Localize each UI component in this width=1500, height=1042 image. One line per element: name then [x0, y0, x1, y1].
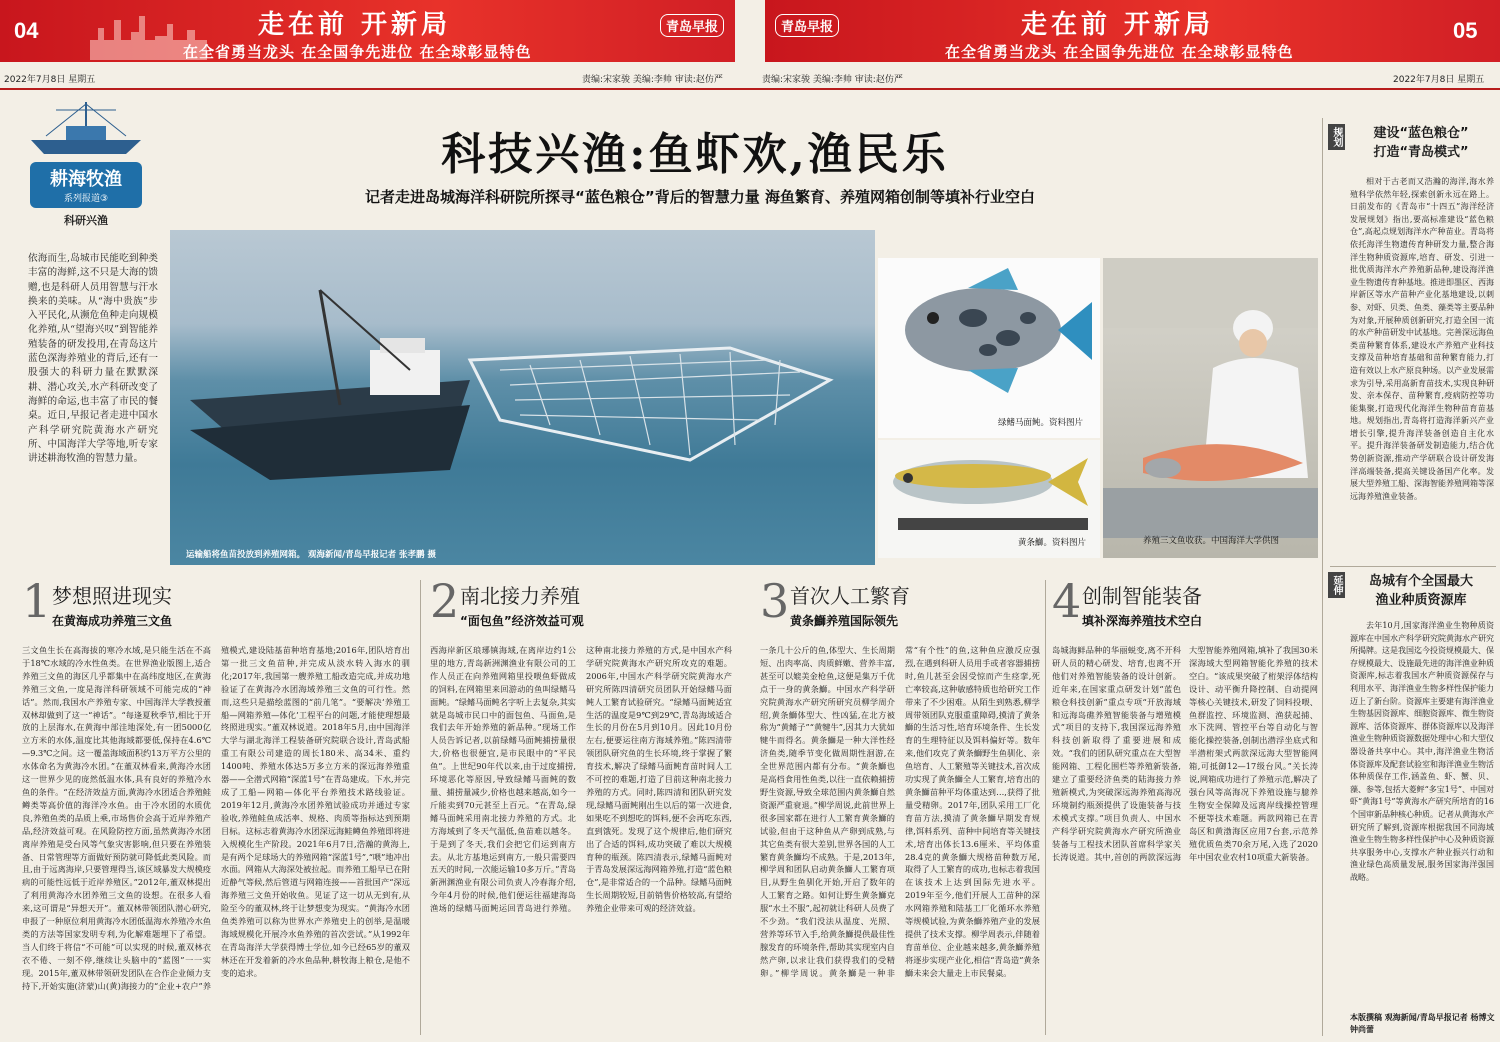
right-page-banner: [765, 0, 1500, 62]
header-rule: [0, 88, 1500, 90]
intro-text: 依海而生,岛城市民能吃到种类丰富的海鲜,这不只是大海的馈赠,也是科研人员用智慧与汗水换来的美味。从“海中贵族”步入平民化,从濒危鱼种走向规模化养殖,从“望海兴叹”到智能养殖装备的研发投用,在青岛这片蓝色深海养殖业的背后,还有一股强大的科研力量在默默深耕、潜心攻关,水产科研改变了海鲜的命运,也丰富了市民的餐桌。近日,早报记者走进中国水产科学研究院黄海水产研究所、中国海洋大学等地,听专家讲述耕海牧渔的智慧力量。: [28, 253, 158, 465]
kicker: 科研兴渔: [64, 214, 108, 227]
salmon-caption: 养殖三文鱼收获。中国海洋大学供图: [1143, 536, 1280, 546]
column-divider: [1045, 580, 1046, 1035]
lab-scene-graphic: [1103, 258, 1318, 538]
section-subtitle: “面包鱼”经济效益可观: [460, 614, 584, 628]
sidebar-2-label: 延伸: [1328, 572, 1345, 598]
photo-yellowtail: [878, 440, 1100, 558]
yellowtail-graphic: [878, 440, 1100, 545]
newspaper-logo: 青岛早报: [660, 14, 724, 37]
banner-title: 走在前 开新局: [1021, 10, 1215, 40]
newspaper-logo: 青岛早报: [775, 14, 839, 37]
sidebar-divider: [1330, 566, 1496, 567]
page-number: 05: [1453, 18, 1478, 43]
section-1-body: 三文鱼生长在高海拔的寒冷水域,是只能生活在不高于18℃水域的冷水性鱼类。在世界渔业版图上,适合养殖三文鱼的海区几乎都集中在高纬度地区,在黄海养殖三文鱼,一度是海洋科研领域不可能完成的“神话”。然而,我国水产养殖专家、中国海洋大学教授董双林却做到了这一“神话”。“每逢夏秋季节,相比于开放的上层海水,在黄海中部洼地深处,有一团5000亿立方米的水体,温度比其他海域都要低,保持在4.6℃—9.3℃之间。这一覆盖海域面积约13万平方公里的水体命名为黄海冷水团。”在董双林看来,黄海冷水团这一世界少见的庞然低温水体,具有良好的养殖冷水鱼的条件。“在经济效益方面,黄海冷水团适合养殖鲑鳟类等高价值的海洋冷水鱼。由于冷水团的水质优良,养殖鱼类的品质上乘,市场售价会高于近岸养殖产品,经济效益可观。在风险防控方面,虽然黄海冷水团离岸养殖是受台风等气象灾害影响,但只要在养殖装备、日常管理等方面做好预防就可降低此类风险。而且,由于远离海岸,只要管理得当,该区域暴发大规模疫病的可能性远低于近岸养殖区。”2012年,董双林提出了利用黄海冷水团养殖三文鱼的设想。在很多人看来,这可谓是“异想天开”。董双林带领团队潜心研究,申报了一种原位利用黄海冷水团低温海水养殖冷水鱼类的方法等国家发明专利,为化解难题埋下了希望。当人们终于将信“不可能”可以实现的时候,董双林衣衣不倦、一刻不停,继续让头脑中的“蓝图”一一实现。2015年,董双林带领研发团队在合作企业倾力支持下,开始实施(济蒙)山(黄)海接力的“企业+农户”养殖模式,建设陆基苗种培育基地;2016年,团队培育出第一批三文鱼苗种,并完成从淡水转入海水的驯化;2017年,我国第一艘养殖工船改造完成,并成功地验证了在黄海冷水团海域养殖三文鱼的可行性。然而,这些只是描绘蓝图的“前几笔”。“要解决‘养殖工船—网箱养殖—体化’工程平台的问题,才能使理想最终照进现实。”董双林说道。2018年5月,由中国海洋大学与湖北海洋工程装备研究院联合设计,青岛武船重工有限公司建造的周长180米、高34米、重约1400吨、养殖水体达5万多立方米的深远海养殖重器——全潜式网箱“深蓝1号”在青岛建成。下水,并完成了工船—网箱—体化平台养殖技术路线验证。2019年12月,黄海冷水团养殖试验成功并通过专家验收,养殖鲑鱼成活率、规格、肉质等指标达到预期目标。这标志着黄海冷水团深远海鲑鳟鱼养殖即将进入规模化生产阶段。2021年6月7日,浩瀚的黄海上,是有两个足球场大的养殖网箱“深蓝1号”,“喂”地冲出水面。网箱从大海深处被拉起。而养殖工船早已在附近静气等候,然后管道与网箱连接——首批国产“深远海养殖三文鱼开始收鱼。见证了这一切从无到有,从险至今的董双林,终于让梦想变为现实。“黄海冷水团鱼类养殖可以称为世界水产养殖史上的创举,是温暖海域规模化开展冷水鱼养殖的首次尝试。”从1992年在青岛海洋大学获得博士学位,如今已经65岁的董双林还在开发着新的冷水鱼品种,耕牧海上粮仓,是他不变的追求。: [22, 645, 410, 991]
subheadline: 记者走进岛城海洋科研院所探寻“蓝色粮仓”背后的智慧力量 海鱼繁育、养殖网箱创制等填补行业空白: [365, 188, 1035, 206]
credit-line: 本版撰稿 观海新闻/青岛早报记者 杨博文 钟尚蕾: [1350, 1013, 1495, 1034]
section-number: 1: [22, 574, 52, 628]
headline: 科技兴渔:鱼虾欢,渔民乐: [441, 129, 949, 180]
section-title: 南北接力养殖: [460, 584, 580, 608]
filefish-caption: 绿鳍马面鲀。资料图片: [998, 418, 1084, 428]
sidebar-1-title-line2: 打造“青岛模式”: [1373, 145, 1469, 160]
sidebar-2-title-line1: 岛城有个全国最大: [1368, 574, 1473, 589]
sidebar-1-title-line1: 建设“蓝色粮仓”: [1373, 126, 1469, 141]
section-2-body: 西海岸新区琅琊镇海域,在离岸边约1公里的地方,青岛新洲渊渔业有限公司的工作人员正在向养殖网箱里投喂鱼虾做成的饲料,在网箱里来回游动的鱼叫绿鳍马面鲀。“绿鳍马面鲀名字听上去复杂,其实就是岛城市民口中的面包鱼、马面鱼,是我们去年开始养殖的新品种。”现场工作人员告诉记者,以前绿鳍马面鲀捕捞量很大,价格也很便宜,是市民眼中的“平民鱼”。上世纪90年代以来,由于过度捕捞,环境恶化等原因,导致绿鳍马面鲀的数量、捕捞量减少,价格也越来越高,如今一斤能卖到70元甚至上百元。“在青岛,绿鳍马面鲀采用南北接力养殖的方式。北方海域到了冬天气温低,鱼苗难以越冬。于是到了冬天,我们会把它们运到南方去。从北方基地运到南方,一般只需要四五天的时间,一次能运输10多万斤。”青岛新洲渊渔业有限公司负责人冷春海介绍,今年4月份的时候,他们便运往福建海岛渔场的绿鳍马面鲀运回青岛进行养殖。这种南北接力养殖的方式,是中国水产科学研究院黄海水产研究所攻克的难题。2006年,中国水产科学研究院黄海水产研究所陈四清研究员团队开始绿鳍马面鲀人工繁育试验研究。“绿鳍马面鲀适宜生活的温度是9℃到29℃,青岛海域适合生长的月份在5月到10月。因此10月份左右,便要运往南方海域养殖。”陈四清带领团队研究鱼的生长环境,终于掌握了繁育技术,解决了绿鳍马面鲀育苗时间人工不可控的难题,打造了目前这种南北接力养殖的方式。同时,陈四清和团队研究发现,绿鳍马面鲀刚出生以后的第一次进食,如果吃不到想吃的饵料,便不会再吃东西,直到饿死。发现了这个规律后,他们研究出了合适的饵料,成功突破了难以大规模育种的瓶颈。陈四清表示,绿鳍马面鲀对于青岛发展深远海网箱养殖,打造“蓝色粮仓”,是非常适合的一个品种。绿鳍马面鲀生长周期较短,目前销售价格较高,有望给养殖企业带来可观的经济效益。: [430, 645, 732, 914]
photo-filefish: [878, 258, 1100, 438]
series-tag-title: 耕海牧渔: [50, 169, 122, 190]
section-3-body: 一条几十公斤的鱼,体型大、生长周期短、出肉率高、肉质鲜嫩、营养丰富,甚至可以媲美金枪鱼,这便是集万千优点于一身的黄条鰤。中国水产科学研究院黄海水产研究所研究员柳学周介绍,黄条鰤体型大、性凶猛,在北方被称为“黄鳍子”“黄犍牛”,因其力大犹如犍牛而得名。黄条鰤是一种大洋性经济鱼类,随季节变化做周期性洄游,在全世界范围内都有分布。“黄条鰤也是高档食用性鱼类,以往一直依赖捕捞野生资源,导致全球范围内黄条鰤自然资源严重衰退。”柳学周说,此前世界上很多国家都在进行人工繁育黄条鰤的试验,但由于这种鱼从产卵到成熟,与其它鱼类有很大差别,世界各国的人工繁育黄条鰤均不成熟。于是,2013年,柳学周和团队启动黄条鰤人工繁育项目,从野生鱼驯化开始,开启了数年的人工繁育之路。如何让野生黄条鰤克服“水土不服”,起初就让科研人员费了不少劲。“我们没法从温度、光照、营养等环节入手,给黄条鰤提供最佳性腺发育的环境条件,帮助其实现室内自然产卵,以求让我们获得我们的受精卵。”柳学周说。黄条鰤是一种非常“有个性”的鱼,这种鱼应激反应强烈,在遇到科研人员用手或者容器捕捞时,鱼儿甚至会因受惊而产生痉挛,死亡率较高,这种敏感特质也给研究工作带来了不少困难。从陌生到熟悉,柳学周带领团队克服重重障碍,摸清了黄条鰤的生活习性,培育环境条件、生长发育的生理特征以及饵料偏好等。数年来,他们攻克了黄条鰤野生鱼驯化、亲鱼培育、人工繁殖等关键技术,首次成功实现了黄条鰤全人工繁育,培育出的黄条鰤苗种平均体重达到…,获得了批量受精卵。2017年,团队采用工厂化育苗方法,摸清了黄条鰤早期发育规律,饵料系列、苗种中间培育等关键技术,培育出体长13.6厘米、平均体重28.4克的黄条鰤大规格苗种数万尾,取得了人工繁育的成功,也标志着我国在该技术上达到国际先进水平。2019年至今,他们开展人工苗种的深水网箱养殖和陆基工厂化循环水养殖等规模试验,为黄条鰤养殖产业的发展提供了技术支撑。柳学周表示,伴随着育苗单位、企业越来越多,黄条鰤养殖将逐步实现产业化,相信“青岛造”黄条鰤未来会大量走上市民餐桌。: [760, 645, 1040, 978]
sidebar-1-title: [1346, 124, 1496, 162]
section-4-body: 岛城海鲜品种的华丽蜕变,离不开科研人员的精心研发、培育,也离不开他们对养殖智能装备的设计创新。近年来,在国家重点研发计划“蓝色粮仓科技创新”重点专项“开放海域和远海岛礁养殖智能装备与增殖模式”项目的支持下,我国深远海养殖科技创新取得了重要进展和成效。“我们的团队研究重点在大型智能网箱、工程化围栏等养殖新装备,建立了重要经济鱼类的陆海接力养殖新模式,为突破深远海养殖高海况环境制约瓶颈提供了设施装备与技术模式支撑。”项目负责人、中国水产科学研究院黄海水产研究所渔业装备与工程技术团队首席科学家关长涛说道。其中,首创的两款深远海大型智能养殖网箱,填补了我国30米深海域大型网箱智能化养殖的技术空白。“该成果突破了桁架浮体结构设计、动平衡升降控制、自动提网等核心关键技术,研发了饲料投喂、鱼群监控、环境监测、渔获起捕、水下洗网、管控平台等自动化与智能化操控装备,创制出潜浮坐底式和半潜桁架式两款深远海大型智能网箱,可抵御12—17级台风。”关长涛说,网箱成功进行了养殖示范,解决了强台风等高海况下养殖设施与臆养生物安全保障及远离岸线操控管理不便等技术难题。两款网箱已在青岛区和黄渤海区应用7台套,示范养殖优质鱼类70余万尾,入选了2020年中国农业农村10项重大新装备。: [1052, 645, 1318, 862]
section-title: 创制智能装备: [1082, 584, 1202, 608]
section-title: 梦想照进现实: [52, 584, 172, 608]
sidebar-1-label: 规划: [1328, 124, 1345, 150]
banner-title: 走在前 开新局: [258, 10, 452, 40]
sidebar-2-body: 去年10月,国家海洋渔业生物种质资源库在中国水产科学研究院黄海水产研究所揭牌。这是我国迄今投资规模最大、保存规模最大、设施最先进的海洋渔业种质资源库,标志着我国水产种质资源保存与利用水平、海洋渔业生物多样性保护能力迈上了新台阶。资源库主要建有海洋渔业生物基因资源库、细胞资源库、微生物资源库、活体资源库、群体资源库以及海洋渔业生物种质资源数据处理中心和大型仪器设备共享中心。其中,海洋渔业生物活体资源库及配套试验室和海洋渔业生物活体种质保存工作,涵盖鱼、虾、蟹、贝、藻、参等,包括大菱鲆“多宝1号”、中国对虾“黄海1号”等黄海水产研究所培育的16个国审新品种核心种质。记者从黄海水产研究所了解到,资源库根据我国不同海域渔业生物生物多样性保护中心及种质资源共享服务中心,支撑水产种业振兴行动和渔业绿色高质量发展,服务国家海洋强国战略。: [1350, 621, 1494, 882]
banner-subtitle: 在全省勇当龙头 在全国争先进位 在全球彰显特色: [183, 43, 532, 61]
main-photo-sea-cages: [170, 230, 875, 565]
page-number: 04: [14, 18, 39, 43]
section-subtitle: 填补深海养殖技术空白: [1082, 614, 1203, 628]
main-photo-caption: 运输船将鱼苗投放到养殖网箱。 观海新闻/青岛早报记者 张孝鹏 摄: [186, 550, 436, 560]
right-date: 2022年7月8日 星期五: [1393, 75, 1485, 85]
yellowtail-caption: 黄条鰤。资料图片: [1018, 538, 1087, 548]
column-divider: [1322, 118, 1323, 1036]
banner-subtitle: 在全省勇当龙头 在全国争先进位 在全球彰显特色: [945, 43, 1294, 61]
section-number: 4: [1052, 574, 1082, 628]
section-subtitle: 黄条鰤养殖国际领先: [790, 614, 899, 628]
left-editors: 责编:宋家骏 美编:李帅 审读:赵仿严: [582, 75, 723, 85]
series-tag: [30, 162, 142, 208]
section-number: 3: [760, 574, 790, 628]
filefish-graphic: [878, 258, 1100, 408]
sidebar-2-title-line2: 渔业种质资源库: [1375, 593, 1467, 608]
sidebar-1-body: 相对于古老而又浩瀚的海洋,海水养殖科学依然年轻,探索创新永远在路上。日前发布的《青岛市“十四五”海洋经济发展规划》指出,要高标准建设“蓝色粮仓”,高起点规划海洋水产种苗业。青岛将依托海洋生物遗传育种研发力量,整合海洋生物种质资源库,培育、研发、引进一批优质海洋水产养殖新品种,建设海洋渔业生物遗传育种基地。推进即墨区、西海岸新区等水产苗种产业化基地建设,以刺参、对虾、贝类、鱼类、藻类等主要品种为对象,开展种质创新研究,打造全国一流的水产种苗研发中试基地。完善深远海鱼类苗种繁育体系,建设水产养殖产业科技支撑及苗种培育基础和苗种繁育能力,打造有效以上水产原良种场。以产业发展需求为引导,采用高新育苗技术,实现良种研发、亲本保存、苗种繁育,疫病防控等功能集聚,打造现代化海洋生物种苗育苗基地。规划指出,青岛将打造海洋新兴产业增长引擎,提升海洋装备创造自主化水平。提升海洋装备研发制造能力,结合优势创新资源,推动产学研联合设计研发海洋高端装备,提高关键设备国产化率。发展大型养殖工船、深海智能养殖网箱等深远海养殖渔业装备。: [1350, 177, 1494, 501]
left-page-banner: [0, 0, 735, 62]
series-tag-sub: 系列报道③: [63, 194, 109, 204]
column-divider: [420, 580, 421, 1035]
sea-scene-graphic: [170, 230, 875, 565]
sidebar-2-title: [1346, 572, 1496, 610]
right-editors: 责编:宋家骏 美编:李帅 审读:赵仿严: [762, 75, 903, 85]
photo-salmon-harvest: [1103, 258, 1318, 558]
section-subtitle: 在黄海成功养殖三文鱼: [52, 614, 173, 628]
section-number: 2: [430, 574, 460, 628]
section-title: 首次人工繁育: [790, 584, 910, 608]
fishing-boat-illustration: [26, 100, 146, 158]
left-date: 2022年7月8日 星期五: [4, 75, 96, 85]
